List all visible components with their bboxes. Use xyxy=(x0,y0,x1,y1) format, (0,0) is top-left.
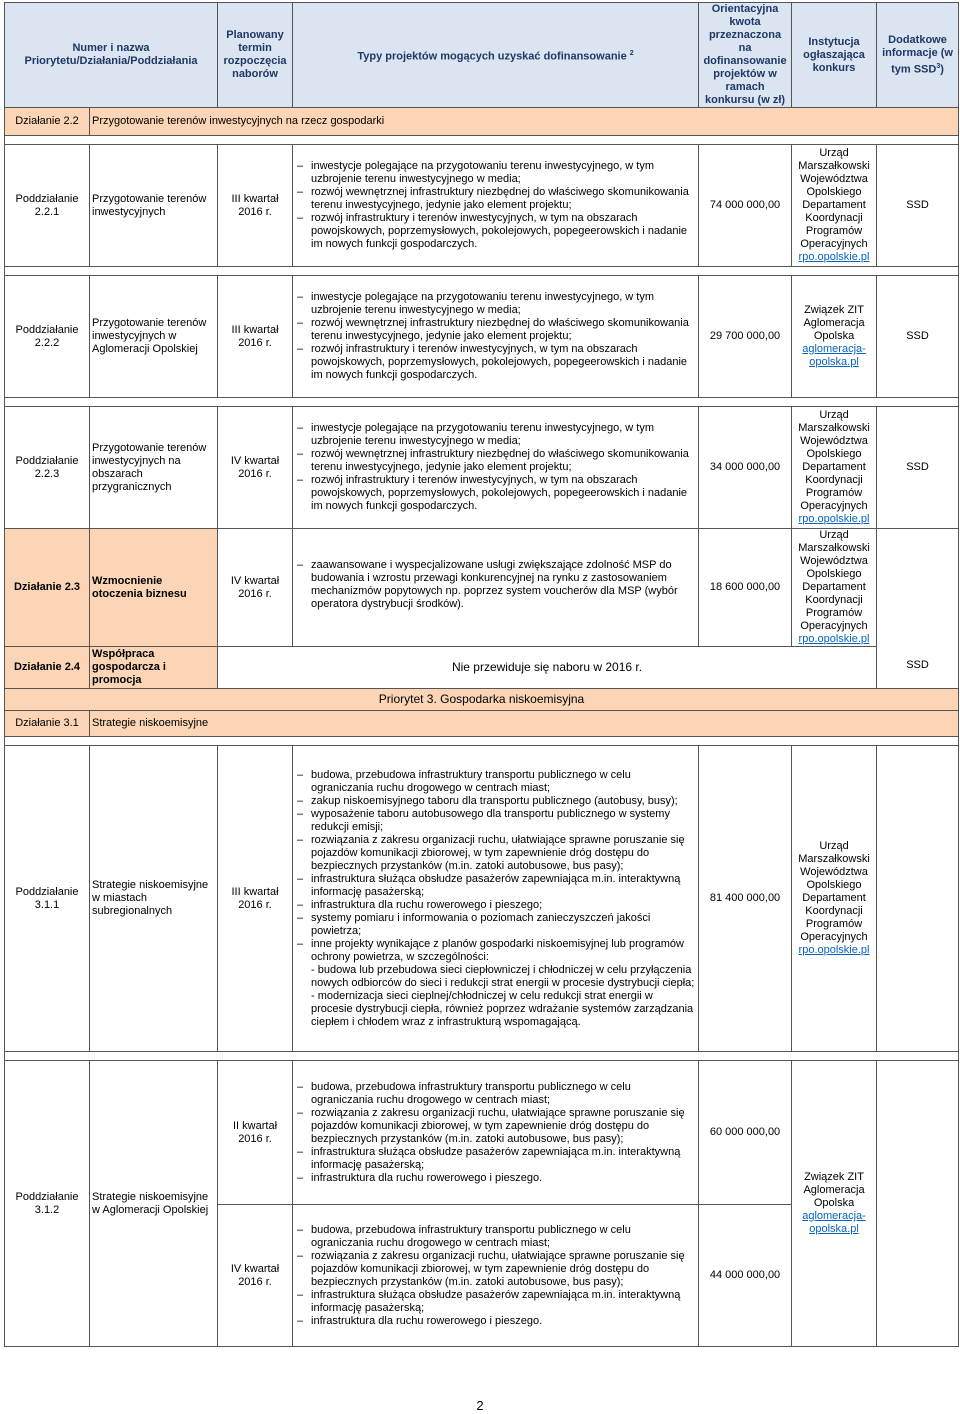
row-priority3 xyxy=(5,689,959,711)
p312b-term: IV kwartał 2016 r. xyxy=(218,1205,293,1347)
row-d24 xyxy=(5,647,959,689)
row-p311 xyxy=(5,746,959,1052)
d23-link[interactable]: rpo.opolskie.pl xyxy=(798,633,870,645)
p222-types: – inwestycje polegające na przygotowaniu terenu inwestycyjnego, w tym uzbrojenie terenu inwestycyjnego w media; – rozwój wewnętrznej infrastruktury niezbędnej do właściwego skomunikowania terenu inwestycyjnego, jedynie jako element projektu; – rozwój infrastruktury i terenów inwestycyjnych, w tym na obszarach powojskowych, poprzemysłowych, pokolejowych, popegeerowskich i nadanie im nowych funkcji gospodarczych. xyxy=(293,276,699,398)
row-d22 xyxy=(5,108,959,136)
p222-name: Przygotowanie terenów inwestycyjnych w Aglomeracji Opolskiej xyxy=(90,276,218,398)
p221-types: – inwestycje polegające na przygotowaniu terenu inwestycyjnego, w tym uzbrojenie terenu inwestycyjnego w media; – rozwój wewnętrznej infrastruktury niezbędnej do właściwego skomunikowania terenu inwestycyjnego, jedynie jako element projektu; – rozwój infrastruktury i terenów inwestycyjnych, w tym na obszarach powojskowych, poprzemysłowych, pokolejowych, popegeerowskich i nadanie im nowych funkcji gospodarczych. xyxy=(293,145,699,267)
p223-types: – inwestycje polegające na przygotowaniu terenu inwestycyjnego, w tym uzbrojenie terenu inwestycyjnego w media; – rozwój wewnętrznej infrastruktury niezbędnej do właściwego skomunikowania terenu inwestycyjnego, jedynie jako element projektu; – rozwój infrastruktury i terenów inwestycyjnych, w tym na obszarach powojskowych, poprzemysłowych, pokolejowych, popegeerowskich i nadanie im nowych funkcji gospodarczych. xyxy=(293,407,699,529)
p312-code: Poddziałanie 3.1.2 xyxy=(5,1061,90,1347)
row-d31 xyxy=(5,711,959,737)
p311-link[interactable]: rpo.opolskie.pl xyxy=(798,944,870,956)
d23-d24-info: SSD xyxy=(877,529,959,689)
p311-amount: 81 400 000,00 xyxy=(699,746,792,1052)
p223-amount: 34 000 000,00 xyxy=(699,407,792,529)
p221-link[interactable]: rpo.opolskie.pl xyxy=(798,251,870,263)
p223-link[interactable]: rpo.opolskie.pl xyxy=(798,513,870,525)
header-institution: Instytucja ogłaszająca konkurs xyxy=(792,3,877,108)
header-types: Typy projektów mogących uzyskać dofinansowanie $^2$ xyxy=(293,3,699,108)
d31-code: Działanie 3.1 xyxy=(5,711,90,737)
p312a-types: – budowa, przebudowa infrastruktury transportu publicznego w celu ograniczania ruchu drogowego w centrach miast; – rozwiązania z zakresu organizacji ruchu, ułatwiające sprawne poruszanie się pojazdów komunikacji zbiorowej, w tym zapewnienie dróg dostępu do bezpiecznych przystanków (m.in. zatoki autobusowe, bus pasy); – infrastruktura służąca obsłudze pasażerów zapewniająca m.in. interaktywną informację pasażerską; – infrastruktura dla ruchu rowerowego i pieszego. xyxy=(293,1061,699,1205)
d24-code: Działanie 2.4 xyxy=(5,647,90,689)
d23-amount: 18 600 000,00 xyxy=(699,529,792,647)
p311-term: III kwartał 2016 r. xyxy=(218,746,293,1052)
p221-term: III kwartał 2016 r. xyxy=(218,145,293,267)
p221-name: Przygotowanie terenów inwestycyjnych xyxy=(90,145,218,267)
d23-term: IV kwartał 2016 r. xyxy=(218,529,293,647)
header-info: Dodatkowe informacje (w tym SSD$^3$) xyxy=(877,3,959,108)
p312-institution: Związek ZIT Aglomeracja Opolska aglomeracja-opolska.pl xyxy=(792,1061,877,1347)
p223-name: Przygotowanie terenów inwestycyjnych na obszarach przygranicznych xyxy=(90,407,218,529)
p311-institution: Urząd Marszałkowski Województwa Opolskiego Departament Koordynacji Programów Operacyjnych rpo.opolskie.pl xyxy=(792,746,877,1052)
p222-term: III kwartał 2016 r. xyxy=(218,276,293,398)
p221-institution: Urząd Marszałkowski Województwa Opolskiego Departament Koordynacji Programów Operacyjnych rpo.opolskie.pl xyxy=(792,145,877,267)
page-number: 2 xyxy=(476,1398,484,1413)
d23-name: Wzmocnienie otoczenia biznesu xyxy=(90,529,218,647)
header-amount: Orientacyjna kwota przeznaczona na dofinansowanie projektów w ramach konkursu (w zł) xyxy=(699,3,792,108)
p312a-amount: 60 000 000,00 xyxy=(699,1061,792,1205)
p312-info xyxy=(877,1061,959,1347)
p312a-term: II kwartał 2016 r. xyxy=(218,1061,293,1205)
row-d23 xyxy=(5,529,959,647)
p312-name: Strategie niskoemisyjne w Aglomeracji Opolskiej xyxy=(90,1061,218,1347)
row-p221 xyxy=(5,145,959,267)
header-number-name: Numer i nazwa Priorytetu/Działania/Poddziałania xyxy=(5,3,218,108)
p221-info: SSD xyxy=(877,145,959,267)
priority3-title: Priorytet 3. Gospodarka niskoemisyjna xyxy=(5,689,959,711)
d22-name: Przygotowanie terenów inwestycyjnych na rzecz gospodarki xyxy=(90,108,959,136)
p222-link[interactable]: aglomeracja-opolska.pl xyxy=(802,343,866,368)
p223-code: Poddziałanie 2.2.3 xyxy=(5,407,90,529)
p311-code: Poddziałanie 3.1.1 xyxy=(5,746,90,1052)
d23-institution: Urząd Marszałkowski Województwa Opolskiego Departament Koordynacji Programów Operacyjnych rpo.opolskie.pl xyxy=(792,529,877,647)
d23-code: Działanie 2.3 xyxy=(5,529,90,647)
p311-name: Strategie niskoemisyjne w miastach subregionalnych xyxy=(90,746,218,1052)
p222-code: Poddziałanie 2.2.2 xyxy=(5,276,90,398)
p222-institution: Związek ZIT Aglomeracja Opolska aglomeracja-opolska.pl xyxy=(792,276,877,398)
p311-types: – budowa, przebudowa infrastruktury transportu publicznego w celu ograniczania ruchu drogowego w centrach miast; – zakup niskoemisyjnego taboru dla transportu publicznego (autobusy, busy); – wyposażenie taboru autobusowego dla transportu publicznego w systemy redukcji emisji; – rozwiązania z zakresu organizacji ruchu, ułatwiające sprawne poruszanie się pojazdów komunikacji zbiorowej, w tym zapewnienie dróg dostępu do bezpiecznych przystanków (m.in. zatoki autobusowe, bus pasy); – infrastruktura służąca obsłudze pasażerów zapewniająca m.in. interaktywną informację pasażerską; – infrastruktura dla ruchu rowerowego i pieszego; – systemy pomiaru i informowania o poziomach zanieczyszczeń jakości powietrza; – inne projekty wynikające z planów gospodarki niskoemisyjnej lub programów ochrony powietrza, w szczególności: - budowa lub przebudowa sieci ciepłowniczej i chłodniczej w celu przyłączenia nowych odbiorców do sieci i redukcji strat energii w procesie dystrybucji ciepła; - modernizacja sieci cieplnej/chłodniczej w celu redukcji strat energii w procesie dystrybucji ciepła, również poprzez wdrażanie systemów zarządzania ciepłem i chłodem wraz z infrastrukturą wspomagającą. xyxy=(293,746,699,1052)
header-row xyxy=(5,3,959,108)
d24-name: Współpraca gospodarcza i promocja xyxy=(90,647,218,689)
row-p223 xyxy=(5,407,959,529)
d24-note: Nie przewiduje się naboru w 2016 r. xyxy=(218,647,877,689)
p312b-types: – budowa, przebudowa infrastruktury transportu publicznego w celu ograniczania ruchu drogowego w centrach miast; – rozwiązania z zakresu organizacji ruchu, ułatwiające sprawne poruszanie się pojazdów komunikacji zbiorowej, w tym zapewnienie dróg dostępu do bezpiecznych przystanków (m.in. zatoki autobusowe, bus pasy); – infrastruktura służąca obsłudze pasażerów zapewniająca m.in. interaktywną informację pasażerską; – infrastruktura dla ruchu rowerowego i pieszego. xyxy=(293,1205,699,1347)
p311-info xyxy=(877,746,959,1052)
row-p222 xyxy=(5,276,959,398)
p221-code: Poddziałanie 2.2.1 xyxy=(5,145,90,267)
p223-info: SSD xyxy=(877,407,959,529)
p312-link[interactable]: aglomeracja-opolska.pl xyxy=(802,1210,866,1235)
p222-info: SSD xyxy=(877,276,959,398)
p221-amount: 74 000 000,00 xyxy=(699,145,792,267)
p223-term: IV kwartał 2016 r. xyxy=(218,407,293,529)
row-p312-a xyxy=(5,1061,959,1205)
p222-amount: 29 700 000,00 xyxy=(699,276,792,398)
d22-code: Działanie 2.2 xyxy=(5,108,90,136)
p312b-amount: 44 000 000,00 xyxy=(699,1205,792,1347)
header-term: Planowany termin rozpoczęcia naborów xyxy=(218,3,293,108)
p223-institution: Urząd Marszałkowski Województwa Opolskiego Departament Koordynacji Programów Operacyjnych rpo.opolskie.pl xyxy=(792,407,877,529)
d23-types: – zaawansowane i wyspecjalizowane usługi zwiększające zdolność MSP do budowania i wzrostu przewagi konkurencyjnej na rynku z zastosowaniem mechanizmów popytowych np. poprzez system voucherów dla MSP (wybór operatora dystrybucji środków). xyxy=(293,529,699,647)
d31-name: Strategie niskoemisyjne xyxy=(90,711,959,737)
funding-schedule-table xyxy=(4,2,959,1347)
